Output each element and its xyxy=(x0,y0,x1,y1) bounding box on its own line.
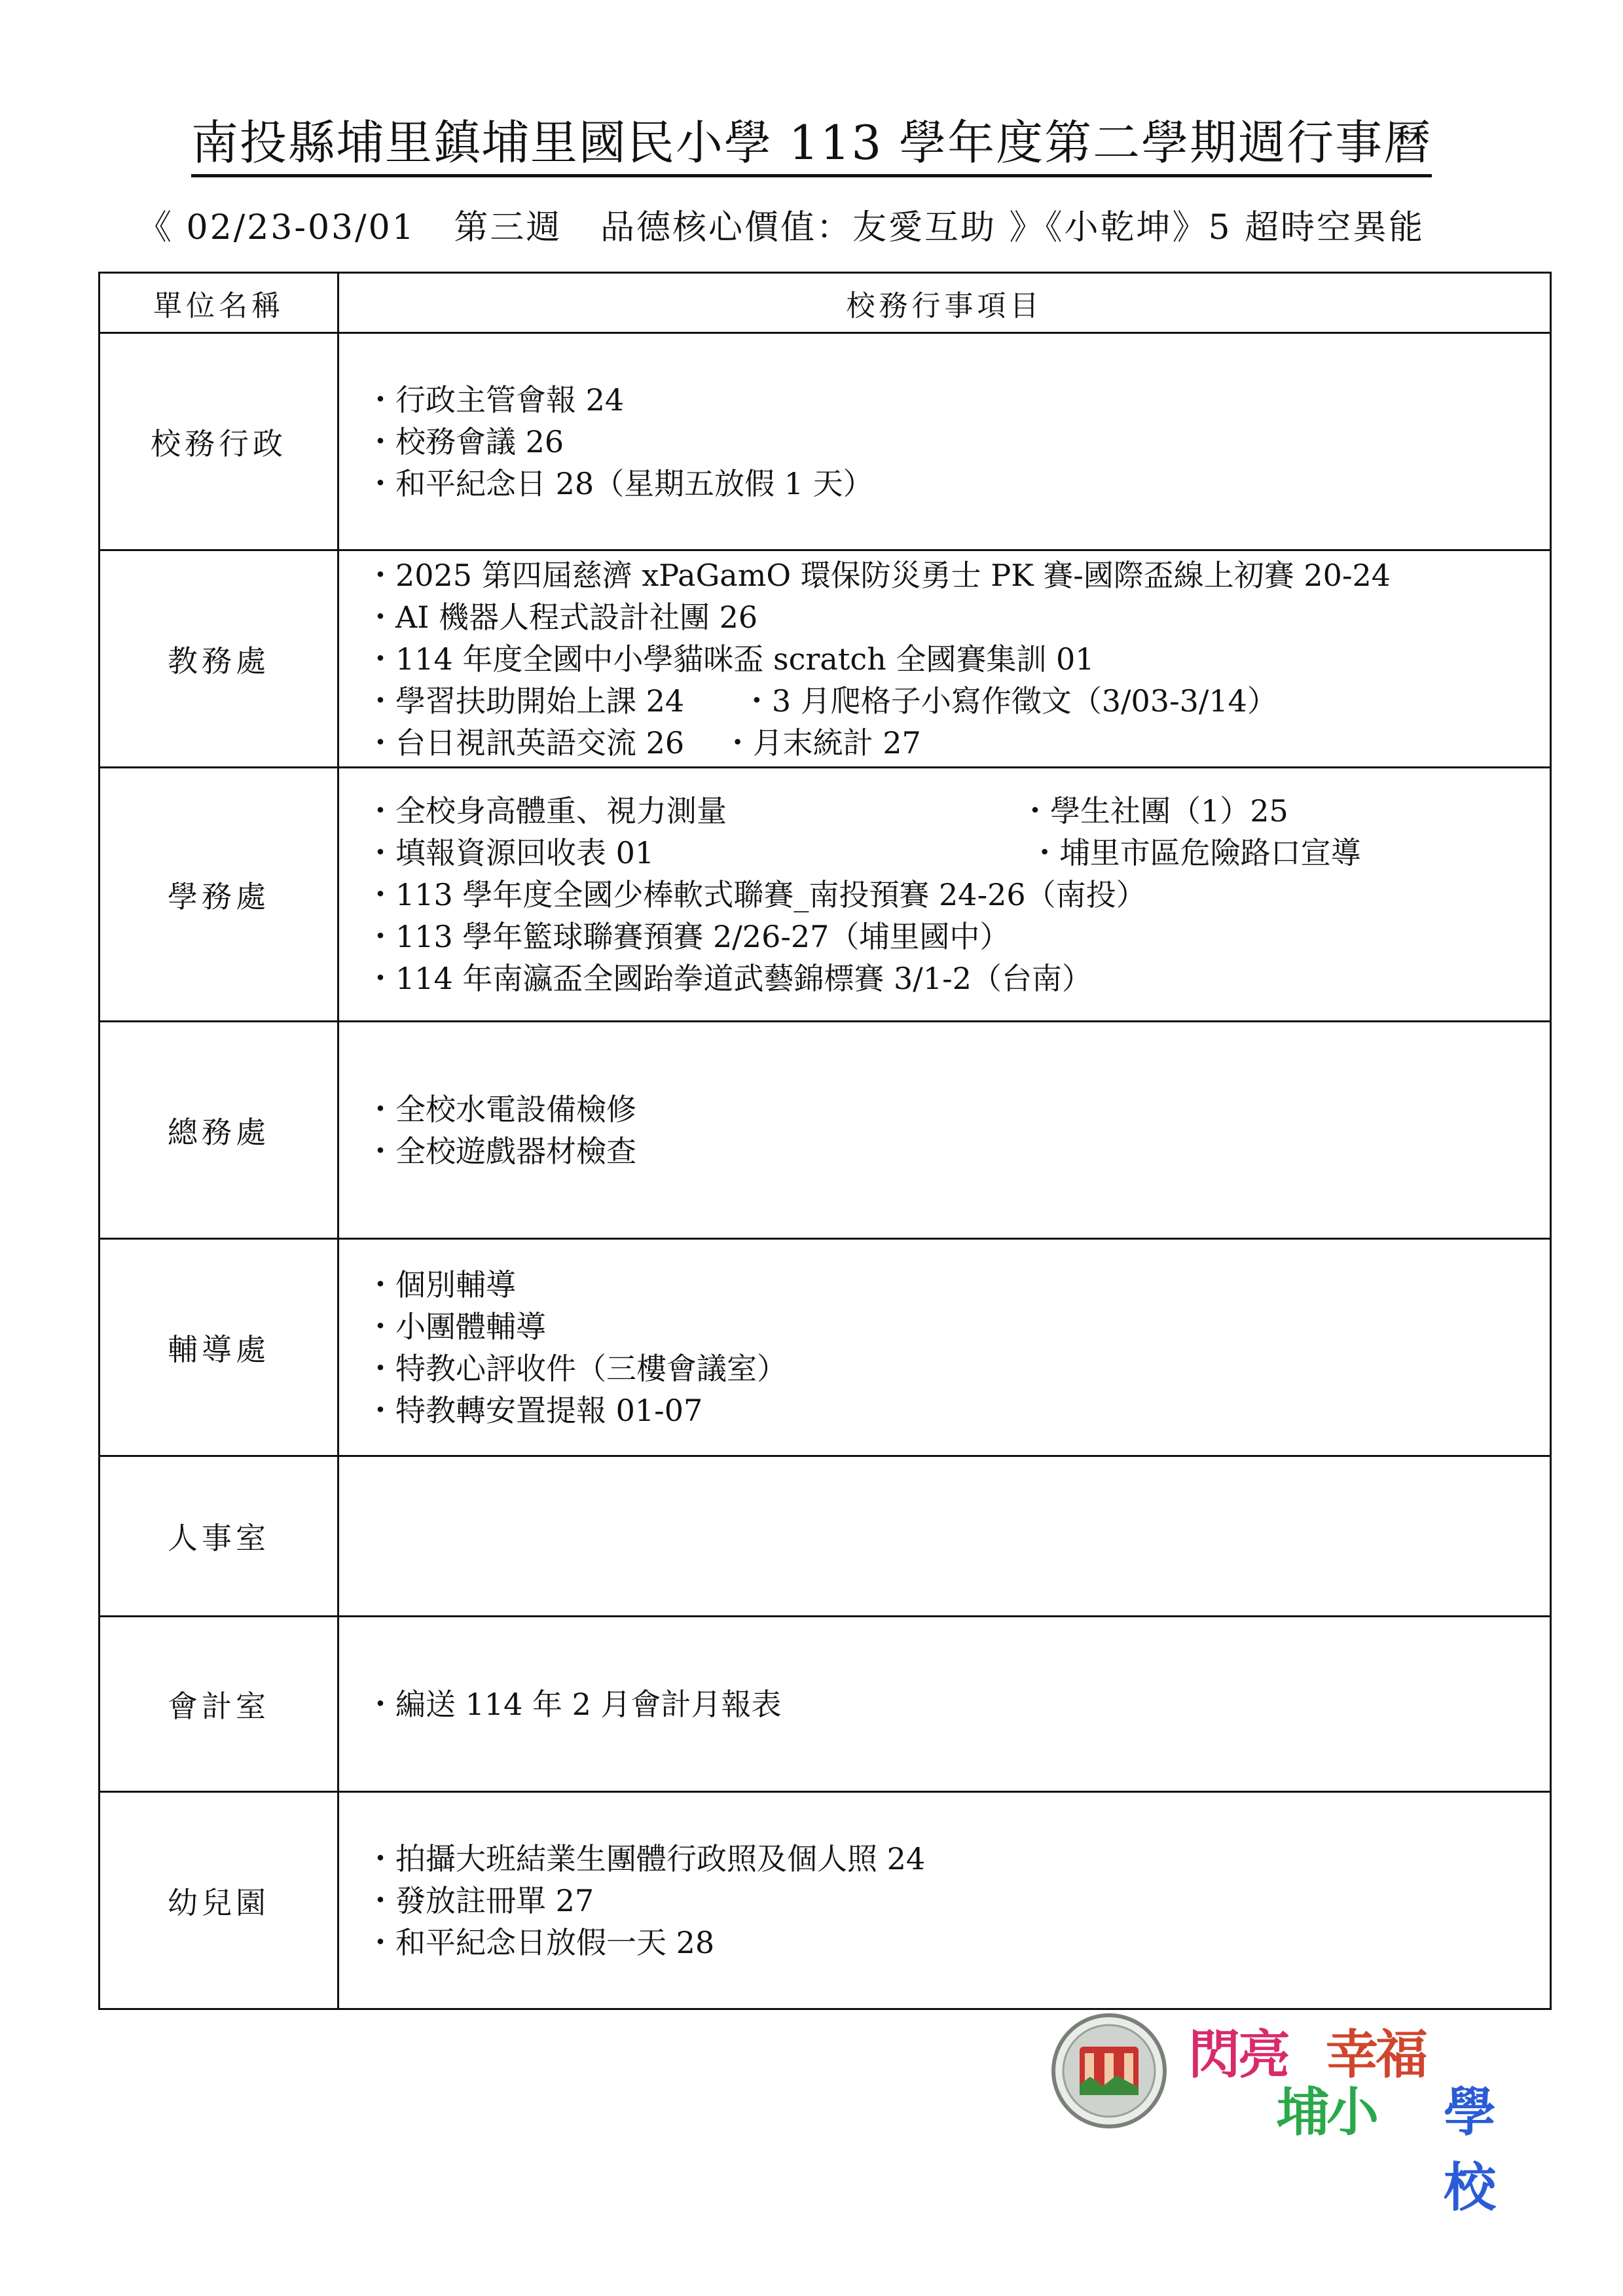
row-items xyxy=(338,333,1551,550)
unit-name: 輔導處 xyxy=(100,1239,338,1456)
list-item: ・學生社團（1）25 xyxy=(1020,793,1288,829)
list-item: ・114 年南瀛盃全國跆拳道武藝錦標賽 3/1-2（台南） xyxy=(365,960,1092,996)
unit-name: 總務處 xyxy=(100,1022,338,1239)
school-seal-icon xyxy=(1051,2013,1167,2129)
list-item: ・和平紀念日放假一天 28 xyxy=(365,1924,715,1960)
logo-word: 埔小 xyxy=(1277,2082,1376,2143)
list-item: ・行政主管會報 24 xyxy=(365,382,625,418)
list-item: ・特教轉安置提報 01-07 xyxy=(365,1392,703,1428)
header-unit: 單位名稱 xyxy=(100,273,338,333)
schedule-table xyxy=(98,272,1552,2010)
week-subtitle: 《 02/23-03/01 第三週 品德核心價值：友愛互助 》《小乾坤》5 超時空異能 xyxy=(137,208,1425,247)
list-item: ・全校水電設備檢修 xyxy=(365,1091,636,1127)
list-item: ・113 學年度全國少棒軟式聯賽_南投預賽 24-26（南投） xyxy=(365,876,1146,912)
table-row xyxy=(100,1456,1551,1617)
table-row xyxy=(100,768,1551,1022)
unit-name: 學務處 xyxy=(100,768,338,1022)
unit-name: 校務行政 xyxy=(100,333,338,550)
table-row xyxy=(100,1239,1551,1456)
table-row xyxy=(100,1022,1551,1239)
document-title: 南投縣埔里鎮埔里國民小學 113 學年度第二學期週行事曆 xyxy=(0,105,1623,173)
list-item: ・埔里市區危險路口宣導 xyxy=(1020,834,1361,870)
list-item: ・拍攝大班結業生團體行政照及個人照 24 xyxy=(365,1840,926,1876)
list-item: ・填報資源回收表 01 xyxy=(365,834,655,870)
row-items xyxy=(338,1617,1551,1792)
row-items xyxy=(338,768,1551,1022)
row-items xyxy=(338,1792,1551,2009)
table-row xyxy=(100,1792,1551,2009)
list-item: ・113 學年籃球聯賽預賽 2/26-27（埔里國中） xyxy=(365,918,1010,954)
unit-name: 教務處 xyxy=(100,550,338,768)
list-item: ・台日視訊英語交流 26 ・月末統計 27 xyxy=(365,725,921,761)
list-item: ・特教心評收件（三樓會議室） xyxy=(365,1350,787,1386)
row-items xyxy=(338,550,1551,768)
list-item: ・全校遊戲器材檢查 xyxy=(365,1133,636,1169)
row-items xyxy=(338,1022,1551,1239)
list-item-pair xyxy=(365,832,1550,874)
list-item: ・和平紀念日 28（星期五放假 1 天） xyxy=(365,465,873,501)
unit-name: 會計室 xyxy=(100,1617,338,1792)
logo-word: 閃亮 xyxy=(1188,2024,1288,2085)
table-row xyxy=(100,550,1551,768)
list-item: ・2025 第四屆慈濟 xPaGamO 環保防災勇士 PK 賽-國際盃線上初賽 20-24 xyxy=(365,557,1391,593)
logo-word: 學校 xyxy=(1444,2082,1493,2218)
list-item: ・全校身高體重、視力測量 xyxy=(365,793,727,829)
unit-name: 人事室 xyxy=(100,1456,338,1617)
list-item: ・編送 114 年 2 月會計月報表 xyxy=(365,1686,782,1722)
table-row xyxy=(100,1617,1551,1792)
list-item: ・發放註冊單 27 xyxy=(365,1882,594,1918)
table-header-row xyxy=(100,273,1551,333)
list-item: ・學習扶助開始上課 24 ・3 月爬格子小寫作徵文（3/03-3/14） xyxy=(365,683,1277,719)
header-items: 校務行事項目 xyxy=(338,273,1551,333)
list-item: ・小團體輔導 xyxy=(365,1308,546,1344)
list-item: ・AI 機器人程式設計社團 26 xyxy=(365,599,758,635)
row-items xyxy=(338,1239,1551,1456)
list-item: ・114 年度全國中小學貓咪盃 scratch 全國賽集訓 01 xyxy=(365,641,1095,677)
logo-word: 幸福 xyxy=(1326,2024,1425,2085)
row-items xyxy=(338,1456,1551,1617)
table-row xyxy=(100,333,1551,550)
list-item-pair xyxy=(365,790,1550,832)
unit-name: 幼兒園 xyxy=(100,1792,338,2009)
list-item: ・個別輔導 xyxy=(365,1266,516,1302)
school-logo xyxy=(1051,2013,1539,2218)
list-item: ・校務會議 26 xyxy=(365,423,564,459)
